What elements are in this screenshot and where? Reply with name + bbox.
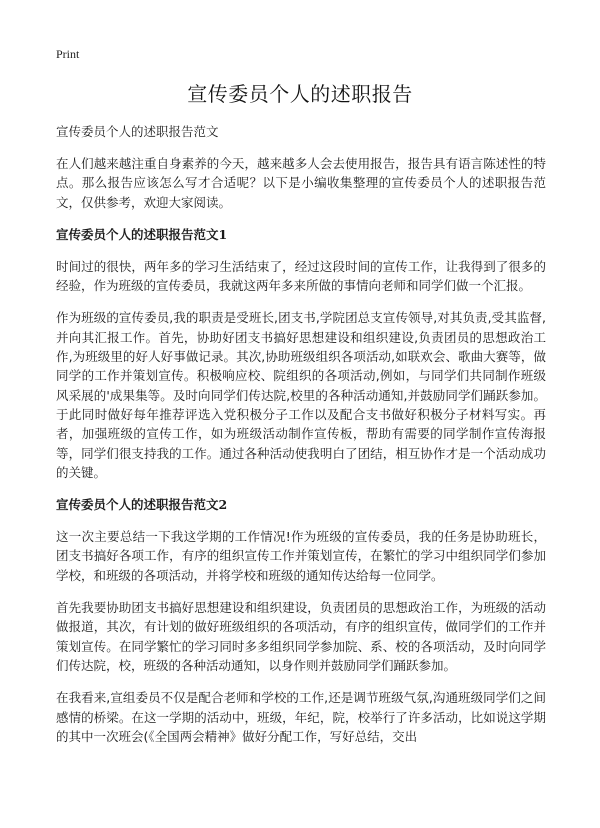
section-paragraph: 首先我要协助团支书搞好思想建设和组织建设，负责团员的思想政治工作，为班级的活动做报道，其次，有计划的做好班级组织的各项活动，有序的组织宣传，做同学们的工作并策划宣传。在同学繁忙的学习同时多多组织同学参加院、系、校的各项活动，及时向同学们传达院，校，班级的各种活动通知，以身作则并鼓励同学们踊跃参加。	[56, 600, 546, 673]
section-paragraph: 在我看来,宣组委员不仅是配合老师和学校的工作,还是调节班级气氛,沟通班级同学们之间感情的桥梁。在这一学期的活动中，班级，年纪，院，校举行了许多活动，比如说这学期的其中一次班会(《全国两会精神》做好分配工作，写好总结，交出	[56, 690, 546, 744]
section-paragraph: 这一次主要总结一下我这学期的工作情况!作为班级的宣传委员，我的任务是协助班长，团支书搞好各项工作，有序的组织宣传工作并策划宣传，在繁忙的学习中组织同学们参加学校，和班级的各项活动，并将学校和班级的通知传达给每一位同学。	[56, 529, 546, 583]
intro-paragraph: 在人们越来越注重自身素养的今天，越来越多人会去使用报告，报告具有语言陈述性的特点。那么报告应该怎么写才合适呢？以下是小编收集整理的宣传委员个人的述职报告范文，仅供参考，欢迎大家阅读。	[56, 156, 546, 210]
section-heading: 宣传委员个人的述职报告范文2	[56, 497, 228, 513]
document-body	[56, 122, 546, 759]
section-paragraph: 时间过的很快，两年多的学习生活结束了，经过这段时间的宣传工作，让我得到了很多的经验，作为班级的宣传委员，我就这两年多来所做的事情向老师和同学们做一个汇报。	[56, 258, 546, 294]
print-link[interactable]: Print	[56, 47, 80, 61]
document-title: 宣传委员个人的述职报告	[187, 82, 413, 106]
document-subtitle: 宣传委员个人的述职报告范文	[56, 124, 219, 139]
section-paragraph: 作为班级的宣传委员,我的职责是受班长,团支书,学院团总支宣传领导,对其负责,受其监督,并向其汇报工作。首先，协助好团支书搞好思想建设和组织建设,负责团员的思想政治工作,为班级里的好人好事做记录。其次,协助班级组织各项活动,如联欢会、歌曲大赛等，做同学的工作并策划宣传。积极响应校、院组织的各项活动,例如，与同学们共同制作班级风采展的'成果集等。及时向同学们传达院,校里的各种活动通知,并鼓励同学们踊跃参加。于此同时做好每年推荐评选入党积极分子工作以及配合支书做好积极分子材料写实。再者，加强班级的宣传工作，如为班级活动制作宣传板，帮助有需要的同学制作宣传海报等，同学们很支持我的工作。通过各种活动使我明白了团结，相互协作才是一个活动成功的关键。	[56, 310, 546, 480]
section-heading: 宣传委员个人的述职报告范文1	[56, 226, 228, 242]
